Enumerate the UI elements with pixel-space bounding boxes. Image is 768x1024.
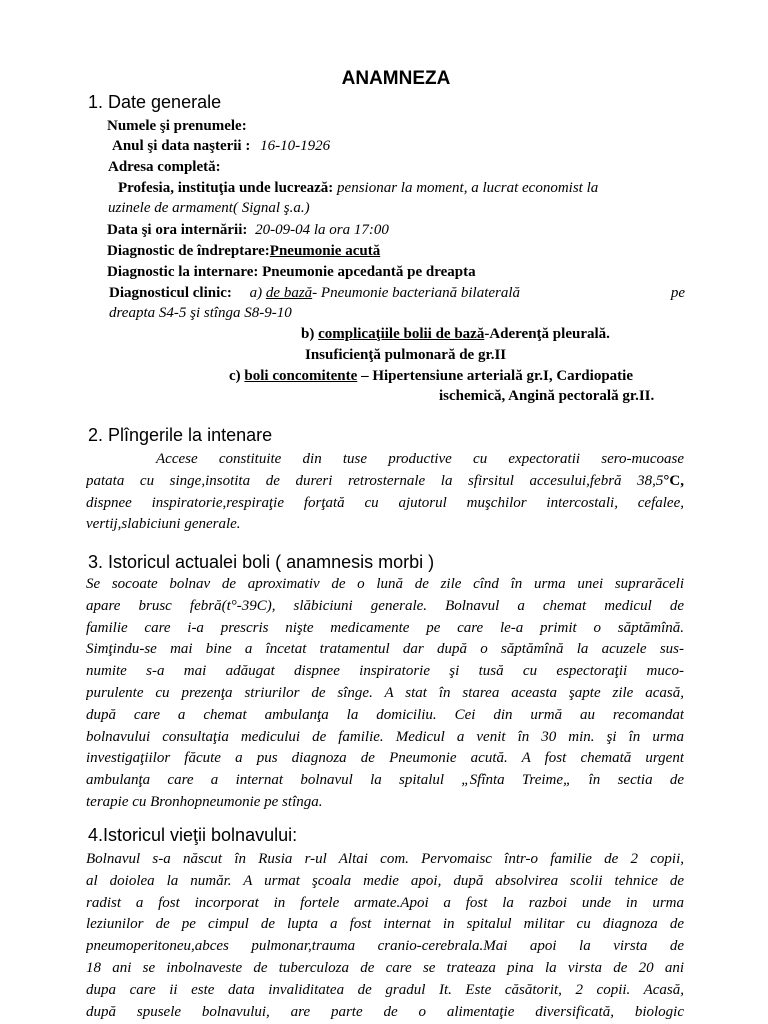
clinic-c-label: boli concomitente xyxy=(244,368,358,384)
clinic-c-value: – Hipertensiune arterială gr.I, Cardiopatie xyxy=(357,368,633,384)
paragraph-line: 18 ani se inbolnaveste de tuberculoza de care se trateaza pina la virsta de 20 ani xyxy=(86,959,684,976)
clinic-row-a xyxy=(109,283,685,304)
paragraph-line: dispnee inspiratorie,respiraţie forţată cu ajutorul muşchilor intercostali, cefalee, xyxy=(86,494,684,511)
referral-row xyxy=(107,241,380,262)
section-2-heading: 2. Plîngerile la intenare xyxy=(88,425,273,445)
referral-label: Diagnostic de îndreptare: xyxy=(107,243,270,259)
paragraph-line: terapie cu Bronhopneumonie pe stînga. xyxy=(86,793,323,810)
paragraph-line: după care a chemat ambulanţa la domiciliu. Cei din urmă au recomandat xyxy=(86,706,684,723)
section-1-heading: 1. Date generale xyxy=(88,92,222,112)
paragraph-line: investigaţiilor făcute a pus diagnoza de Pneumonie acută. A fost chemată urgent xyxy=(86,750,684,767)
clinic-a-pe: pe xyxy=(670,285,685,301)
paragraph-line-text: patata cu singe,insotita de dureri retrosternale la sfirsitul accesului,febră 38,5 xyxy=(86,472,664,489)
referral-value: Pneumonie acută xyxy=(269,243,381,259)
birth-value: 16-10-1926 xyxy=(260,138,331,154)
intern-row xyxy=(107,262,476,283)
clinic-c-prefix: c) xyxy=(229,368,241,384)
paragraph-line: leziunilor de pe cimpul de lupta a fost internat in spitalul militar cu diagnoza de xyxy=(86,916,684,933)
admission-value: 20-09-04 la ora 17:00 xyxy=(255,222,389,238)
paragraph-line: bolnavului consultaţia medicului de familie. Medicul a venit în 30 min. şi în urma xyxy=(86,728,684,745)
paragraph-line: pneumoperitoneu,abces pulmonar,trauma cranio-cerebrala.Mai apoi la virsta de xyxy=(86,938,684,955)
document-title: ANAMNEZA xyxy=(341,68,451,89)
paragraph-line: Simţindu-se mai bine a încetat tratamentul dar după o săptămînă la acuzele sus- xyxy=(86,641,684,658)
intern-label: Diagnostic la internare: xyxy=(107,264,259,280)
temperature-unit: °C, xyxy=(663,472,684,489)
clinic-c-value-continued: ischemică, Angină pectorală gr.II. xyxy=(439,388,655,404)
clinic-label: Diagnosticul clinic: xyxy=(109,285,232,301)
clinic-b-label: complicaţiile bolii de bază xyxy=(318,326,485,342)
paragraph-line: vertij,slabiciuni generale. xyxy=(86,516,241,533)
paragraph-line: Accese constituite din tuse productive cu expectoratii sero-mucoase xyxy=(156,451,684,467)
section-4-heading: 4.Istoricul vieţii bolnavului: xyxy=(88,825,298,845)
clinic-a-value-continued: dreapta S4-5 şi stînga S8-9-10 xyxy=(109,305,292,321)
admission-row xyxy=(107,220,389,241)
intern-value: Pneumonie apcedantă pe dreapta xyxy=(262,264,476,280)
clinic-b-prefix: b) xyxy=(301,326,315,342)
profession-value-continued: uzinele de armament( Signal ş.a.) xyxy=(108,200,310,216)
section-3-paragraph xyxy=(86,574,684,814)
clinic-a-value: - Pneumonie bacteriană bilaterală xyxy=(312,285,521,301)
paragraph-line: familie care i-a prescris nişte medicamente pe care le-a primit o săptămînă. xyxy=(86,619,684,636)
paragraph-line: numite s-a mai adăugat dispnee inspiratorie şi tusă cu espectoraţii muco- xyxy=(86,663,684,680)
paragraph-line xyxy=(86,471,684,493)
paragraph-line: după spusele bolnavului, are parte de o alimentaţie diversificată, biologic xyxy=(86,1003,684,1020)
clinic-b-value-continued: Insuficienţă pulmonară de gr.II xyxy=(305,347,507,363)
clinic-a-prefix: a) xyxy=(249,285,263,301)
paragraph-line: Bolnavul s-a născut în Rusia r-ul Altai com. Pervomaisc într-o familie de 2 copii, xyxy=(86,851,684,867)
clinic-b-value: -Aderenţă pleurală. xyxy=(484,326,610,342)
paragraph-line: Se socoate bolnav de aproximativ de o lună de zile cînd în urma unei suprarăceli xyxy=(86,576,684,592)
profession-label: Profesia, instituţia unde lucrează: xyxy=(118,180,334,196)
paragraph-line: al doiolea la număr. A urmat şcoala medie apoi, după absolvirea scolii tehnice de xyxy=(86,872,684,889)
birth-row xyxy=(112,136,330,157)
profession-row xyxy=(118,178,598,199)
section-4-paragraph xyxy=(86,849,684,1023)
admission-label: Data şi ora internării: xyxy=(107,222,248,238)
paragraph-line: ambulanţa care a internat bolnavul la spitalul „Sfînta Treime„ în sectia de xyxy=(86,772,684,789)
paragraph-line: dupa care ii este data invaliditatea de gradul It. Este căsătorit, 2 copii. Acasă, xyxy=(86,981,684,998)
paragraph-line: purulente cu prezenţa striurilor de sînge. A stat în starea aceasta şapte zile acasă, xyxy=(86,684,684,701)
section-2-paragraph xyxy=(86,449,684,536)
paragraph-line: radist a fost incorporat in fortele armate.Apoi a fost la razboi unde in urma xyxy=(86,894,684,911)
birth-label: Anul şi data naşterii : xyxy=(112,138,251,154)
clinic-a-label: de bază xyxy=(265,285,313,301)
profession-value: pensionar la moment, a lucrat economist la xyxy=(337,180,599,196)
clinic-row-c xyxy=(229,366,633,387)
address-label: Adresa completă: xyxy=(108,159,221,175)
paragraph-line: apare brusc febră(t°-39C), slăbiciuni generale. Bolnavul a chemat medicul de xyxy=(86,597,684,614)
name-label: Numele şi prenumele: xyxy=(107,118,247,134)
section-3-heading: 3. Istoricul actualei boli ( anamnesis morbi ) xyxy=(88,552,435,572)
clinic-row-b xyxy=(301,324,610,345)
